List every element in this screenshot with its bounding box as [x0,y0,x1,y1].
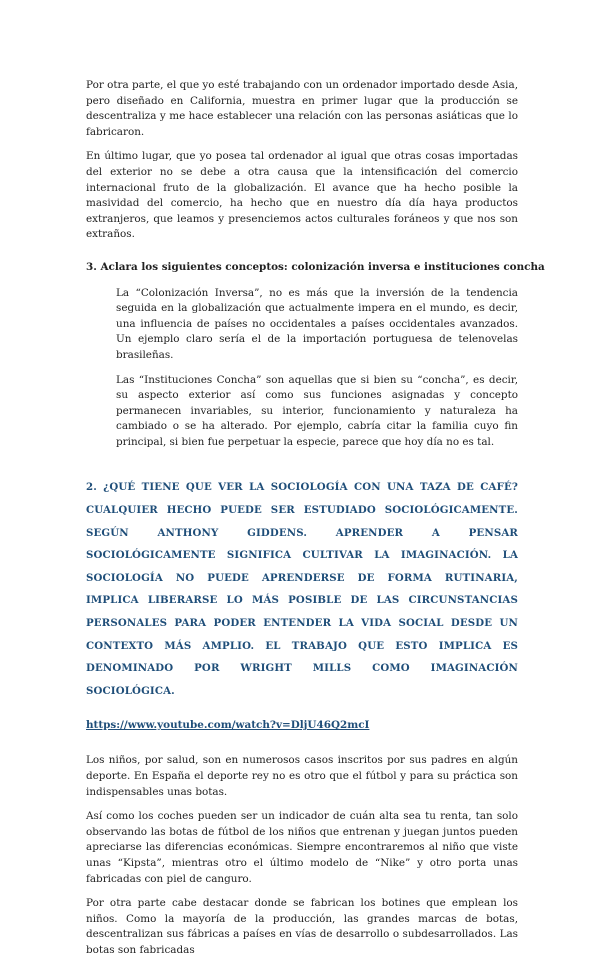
paragraph-botas-renta: Así como los coches pueden ser un indicador de cuán alta sea tu renta, tan solo observando las botas de fútbol de los niños que entrenan y juegan juntos pueden apreciarse las diferencias económicas. Siempre encontraremos al niño que viste unas “Kipsta”, mientras otro el último modelo de “Nike” y otro porta unas fabricadas con piel de canguro. [86,810,518,885]
paragraph-colonizacion-inversa: La “Colonización Inversa”, no es más que la inversión de la tendencia seguida en la globalización que actualmente impera en el mundo, es decir, una influencia de países no occidentales a países occidentales avanzados. Un ejemplo claro sería el de la importación portuguesa de telenovelas brasileñas. [116,286,518,361]
paragraph-ninos-deporte: Los niños, por salud, son en numerosos casos inscritos por sus padres en algún deporte. En España el deporte rey no es otro que el fútbol y para su práctica son indispensables unas botas. [86,754,518,798]
section-2-heading: 2. ¿QUÉ TIENE QUE VER LA SOCIOLOGÍA CON UNA TAZA DE CAFÉ? CUALQUIER HECHO PUEDE SER ESTUDIADO SOCIOLÓGICAMENTE. SEGÚN ANTHONY GIDDENS. APRENDER A PENSAR SOCIOLÓGICAMENTE SIGNIFICA CULTIVAR LA IMAGINACIÓN. LA SOCIOLOGÍA NO PUEDE APRENDERSE DE FORMA RUTINARIA, IMPLICA LIBERARSE LO MÁS POSIBLE DE LAS CIRCUNSTANCIAS PERSONALES PARA PODER ENTENDER LA VIDA SOCIAL DESDE UN CONTEXTO MÁS AMPLIO. EL TRABAJO QUE ESTO IMPLICA ES DENOMINADO POR WRIGHT MILLS COMO IMAGINACIÓN SOCIOLÓGICA. [86,481,518,697]
section-3-heading: 3. Aclara los siguientes conceptos: colonización inversa e instituciones concha [86,260,545,273]
youtube-link[interactable]: https://www.youtube.com/watch?v=DljU46Q2mcI [86,719,370,732]
paragraph-comercio-internacional: En último lugar, que yo posea tal ordenador al igual que otras cosas importadas del exterior no se debe a otra causa que la intensificación del comercio internacional fruto de la globalización. El avance que ha hecho posible la masividad del comercio, ha hecho que en nuestro día día haya productos extranjeros, que leamos y presenciemos actos culturales foráneos y que nos son extraños. [86,150,518,241]
paragraph-instituciones-concha: Las “Instituciones Concha” son aquellas que si bien su “concha”, es decir, su aspecto exterior así como sus funciones asignadas y concepto permanecen invariables, su interior, funcionamiento y naturaleza ha cambiado o se ha alterado. Por ejemplo, cabría citar la familia cuyo fin principal, si bien fue perpetuar la especie, parece que hoy día no es tal. [116,373,518,448]
paragraph-fabricacion-botines: Por otra parte cabe destacar donde se fabrican los botines que emplean los niños. Como la mayoría de la producción, las grandes marcas de botas, descentralizan sus fábricas a países en vías de desarrollo o subdesarrollados. Las botas son fabricadas [86,897,518,956]
paragraph-ordenador-asia: Por otra parte, el que yo esté trabajando con un ordenador importado desde Asia, pero diseñado en California, muestra en primer lugar que la producción se descentraliza y me hace establecer una relación con las personas asiáticas que lo fabricaron. [86,79,518,138]
